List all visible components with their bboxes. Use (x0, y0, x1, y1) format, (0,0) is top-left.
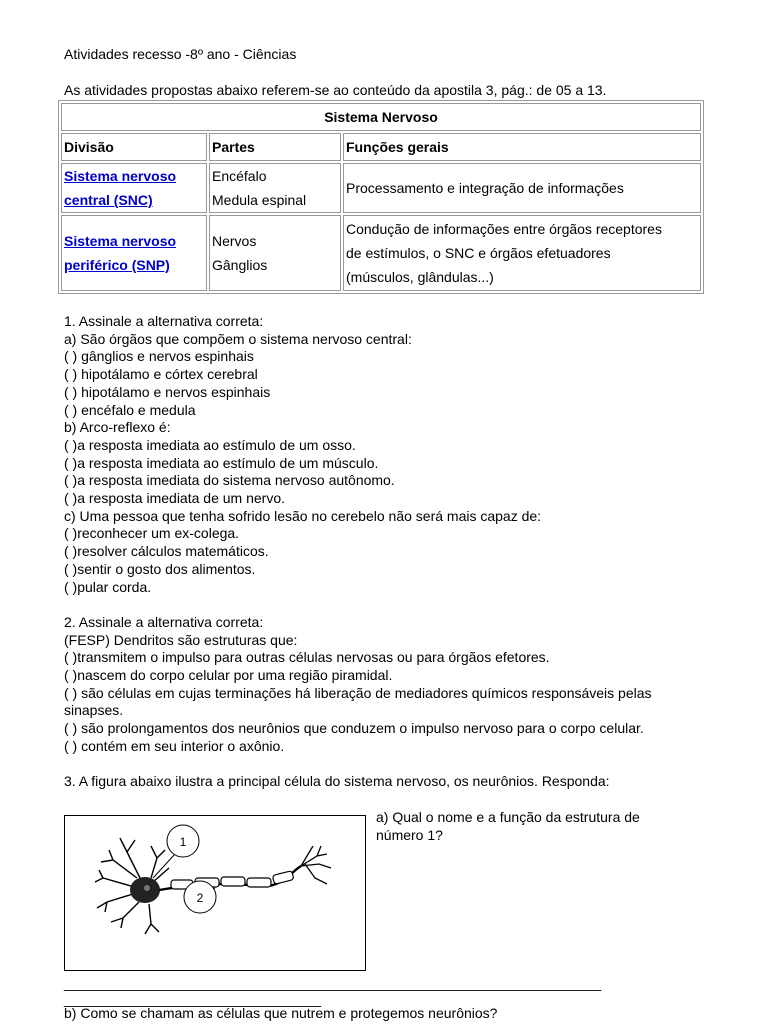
q3b-text: b) Como se chamam as células que nutrem e protegemos neurônios? (64, 1005, 498, 1021)
option[interactable]: ( )nascem do corpo celular por uma região piramidal. (64, 667, 393, 684)
option[interactable]: ( ) gânglios e nervos espinhais (64, 348, 254, 365)
table-caption: Sistema Nervoso (61, 103, 701, 131)
parts-cell: Nervos Gânglios (209, 215, 341, 291)
option[interactable]: ( )resolver cálculos matemáticos. (64, 543, 269, 560)
q1-prompt: 1. Assinale a alternativa correta: (64, 313, 264, 329)
option[interactable]: ( )reconhecer um ex-colega. (64, 525, 240, 542)
table-row (61, 163, 701, 213)
intro-text: As atividades propostas abaixo referem-se ao conteúdo da apostila 3, pág.: de 05 a 13. (64, 82, 607, 98)
neuron-drawing (65, 816, 365, 970)
function-cell: Processamento e integração de informações (343, 163, 701, 213)
page-title: Atividades recesso -8º ano - Ciências (64, 46, 297, 62)
axon-terminals (301, 846, 331, 884)
label-2: 2 (196, 891, 204, 905)
q3-prompt: 3. A figura abaixo ilustra a principal célula do sistema nervoso, os neurônios. Responda: (64, 773, 610, 790)
division-cell (61, 163, 207, 213)
answer-line[interactable]: _____________________________________________________________________ (64, 975, 602, 991)
option[interactable]: ( )transmitem o impulso para outras células nervosas ou para órgãos efetores. (64, 649, 550, 666)
snc-link[interactable]: Sistema nervoso central (SNC) (64, 168, 177, 208)
option[interactable]: ( )pular corda. (64, 578, 152, 595)
label-1: 1 (179, 835, 187, 849)
table-row (61, 215, 701, 291)
header-division: Divisão (61, 133, 207, 161)
function-cell: Condução de informações entre órgãos receptores de estímulos, o SNC e órgãos efetuadores (músculos, glândulas...) (343, 215, 701, 291)
q2-prompt: 2. Assinale a alternativa correta: (64, 613, 264, 630)
option[interactable]: ( ) encéfalo e medula (64, 401, 196, 418)
option[interactable]: ( ) hipotálamo e córtex cerebral (64, 366, 258, 383)
option[interactable]: ( )sentir o gosto dos alimentos. (64, 560, 256, 577)
q1c-prompt: c) Uma pessoa que tenha sofrido lesão no cerebelo não será mais capaz de: (64, 507, 542, 524)
header-functions: Funções gerais (343, 133, 701, 161)
division-cell (61, 215, 207, 291)
option[interactable]: ( ) são células em cujas terminações há liberação de mediadores químicos responsáveis pelas sinapses. (64, 684, 652, 719)
neuron-figure (64, 815, 366, 971)
answer-line[interactable]: _________________________________ (64, 991, 321, 1007)
q2-stem: (FESP) Dendritos são estruturas que: (64, 631, 298, 648)
option[interactable]: ( )a resposta imediata ao estímulo de um músculo. (64, 454, 379, 471)
questions-block (64, 313, 704, 791)
option[interactable]: ( ) contém em seu interior o axônio. (64, 737, 285, 754)
parts-cell: Encéfalo Medula espinal (209, 163, 341, 213)
option[interactable]: ( )a resposta imediata de um nervo. (64, 490, 285, 507)
snp-link[interactable]: Sistema nervoso periférico (SNP) (64, 233, 177, 273)
nervous-system-table (58, 100, 704, 294)
q1a-prompt: a) São órgãos que compõem o sistema nervoso central: (64, 330, 412, 347)
q3a-line2: número 1? (376, 827, 443, 843)
q1b-prompt: b) Arco-reflexo é: (64, 419, 171, 436)
option[interactable]: ( ) hipotálamo e nervos espinhais (64, 383, 271, 400)
nucleus (144, 885, 150, 891)
q3a-text (376, 808, 640, 844)
option[interactable]: ( )a resposta imediata ao estímulo de um osso. (64, 436, 356, 453)
option[interactable]: ( ) são prolongamentos dos neurônios que conduzem o impulso nervoso para o corpo celular. (64, 720, 644, 737)
header-parts: Partes (209, 133, 341, 161)
q3a-line1: a) Qual o nome e a função da estrutura de (376, 809, 640, 825)
option[interactable]: ( )a resposta imediata do sistema nervoso autônomo. (64, 472, 395, 489)
